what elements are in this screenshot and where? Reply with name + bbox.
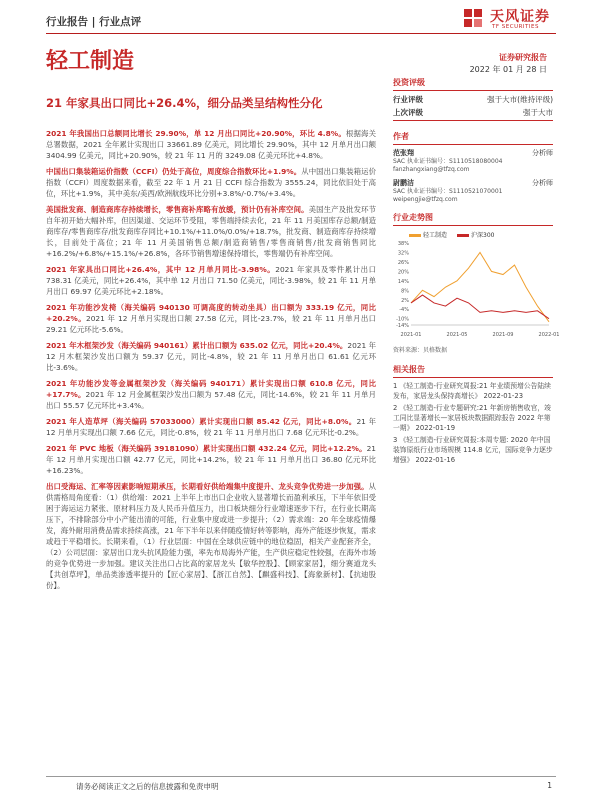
paragraph: 2021 年功能沙发椅（海关编码 940130 可调高度的转动坐具）出口额为 333.19 亿元，同比+20.2%。2021 年 12 月单月实现出口额 27.58 亿元，同比-23.7%，较 21 年 11 月单月出口 29.21 亿元环比-5.6%。 <box>46 303 376 334</box>
trend-chart <box>393 212 560 354</box>
author-card: 尉鹏洁 分析师 SAC 执业证书编号：S1110521070001 weipengjie@tfzq.com <box>393 179 553 203</box>
report-type: 证券研究报告 <box>499 53 547 62</box>
paragraph: 2021 年功能沙发等金属框架沙发（海关编码 940171）累计实现出口额 610.8 亿元，同比+17.7%。2021 年 12 月金属框架沙发出口额为 57.48 亿元，同比-14.6%，较 21 年 11 月单月出口 55.57 亿元环比+3.4%。 <box>46 379 376 410</box>
legend-item: 轻工制造 <box>409 230 447 239</box>
paragraph: 2021 年 PVC 地板（海关编码 39181090）累计实现出口额 432.24 亿元，同比+12.2%。21 年 12 月单月实现出口额 42.77 亿元，同比+14.2%，较 21 年 11 月单月出口 36.80 亿元环比+16.23%。 <box>46 444 376 475</box>
headline: 21 年家具出口同比+26.4%，细分品类呈结构性分化 <box>46 96 323 110</box>
y-tick-label: 38% <box>397 241 409 247</box>
body-text <box>46 128 376 596</box>
top-header <box>46 8 556 34</box>
y-tick-label: 32% <box>397 250 409 257</box>
paragraph: 出口受海运、汇率等因素影响短期承压，长期看好供给端集中度提升、龙头竞争优势进一步加强。从供需格局角度看：（1）供给端：2021 上半年上市出口企业收入显著增长而盈利承压，下半年依旧受困于海运运力紧张、原材料压力及人民币升值压力，出口板块细分行业增速逐步下行，在行业长期高压下，不排除部分中小产能出清的可能，行业集中度或进一步提升；（2）需求端：20 年全球疫情爆发，海外耐用消费品需求持续高涨，21 年下半年以来伴随疫情好转等影响，海外产能逐步恢复，需求或趋于平稳增长。长期来看，（1）行业层面：中国在全球供应链中的地位稳固，相关产业配套齐全，（2）公司层面：家居出口龙头抗风险能力强，率先布局海外产能，生产供应稳定性较强，在海外市场的竞争优势进一步加强。建议关注出口占比高的家居龙头【敏华控股】、【顾家家居】，细分赛道龙头【共创草坪】，单品类渗透率提升的【匠心家居】、【浙江自然】、【麒盛科技】、【海象新材】、【抗迪股份】。 <box>46 482 376 590</box>
y-tick-label: -14% <box>396 323 409 329</box>
y-tick-label: -10% <box>396 316 409 323</box>
paragraph: 2021 年人造草坪（海关编码 57033000）累计实现出口额 85.42 亿元，同比+8.0%。21 年 12 月单月实现出口额 7.66 亿元，同比-0.8%，较 21 年 11 月单月出口 7.68 亿元环比-0.2%。 <box>46 417 376 437</box>
paragraph: 2021 年木框架沙发（海关编码 940161）累计出口额为 635.02 亿元，同比+20.4%。2021 年 12 月木框架沙发出口额为 59.37 亿元，同比-4.8%，较 21 年 11 月单月出口 61.61 亿元环比-3.6%。 <box>46 341 376 372</box>
related-report-link[interactable]: 2 《轻工制造-行业专题研究:21 年新房销售收官，竣工同比显著增长—家居板块数据跟踪报告 2022 年第一期》 2022-01-19 <box>393 404 551 432</box>
paragraph: 中国出口集装箱运价指数（CCFI）仍处于高位，周度综合指数环比+1.9%。从中国出口集装箱运价指数（CCFI）周度数据来看，截至 22 年 1 月 21 日 CCFI 综合指数为 3555.24，同比依旧处于高位，环比+1.9%，其中美东/美西/欧洲航线环比分别+3.8%/-0.7%/+3.4%。 <box>46 167 376 198</box>
industry-rating: 行业评级 强于大市(维持评级) <box>393 95 553 104</box>
page-title: 轻工制造 <box>46 49 135 74</box>
related-reports <box>393 364 553 465</box>
author-email[interactable]: weipengjie@tfzq.com <box>393 196 458 203</box>
legend-item: 沪深300 <box>457 230 494 239</box>
related-report-link[interactable]: 3 《轻工制造-行业研究周报:本周专题: 2020 年中国装饰原纸行业市场规模 114.8 亿元，国际竞争力逐步增强》 2022-01-16 <box>393 436 553 464</box>
related-heading: 相关报告 <box>393 364 553 378</box>
rating-heading: 投资评级 <box>393 77 553 91</box>
logo-text: 天风证券 <box>490 9 550 25</box>
series-line-0 <box>411 252 549 321</box>
logo-subtext: TF SECURITIES <box>492 24 539 30</box>
y-tick-label: 14% <box>397 278 409 285</box>
sidebar <box>393 77 560 467</box>
report-date: 2022 年 01 月 28 日 <box>469 65 547 74</box>
x-tick-label: 2022-01 <box>538 332 560 338</box>
trend-line-chart <box>393 239 560 339</box>
x-tick-label: 2021-05 <box>446 332 468 338</box>
series-line-1 <box>411 295 549 319</box>
y-tick-label: 2% <box>401 297 409 304</box>
footer <box>46 776 556 791</box>
paragraph: 2021 年家具出口同比+26.4%，其中 12 月单月同比-3.98%。2021 年家具及零件累计出口 738.31 亿美元，同比+26.4%，其中单 12 月出口 71.50 亿美元，同比-3.98%，较 21 年 11 月单月出口 69.97 亿美元环比+2.18%。 <box>46 265 376 296</box>
previous-rating: 上次评级 强于大市 <box>393 108 553 117</box>
chart-legend <box>409 230 553 239</box>
chart-source: 资料来源：贝格数据 <box>393 347 448 354</box>
tf-logo-icon <box>462 6 488 32</box>
paragraph: 2021 年我国出口总额同比增长 29.90%，单 12 月出口同比+20.90%，环比 4.8%。根据海关总署数据，2021 全年累计实现出口 33661.89 亿美元，同比增长 29.90%，其中 12 月单月出口额 3404.99 亿美元，同比+20.90%，较 21 年 11 月的 3249.08 亿美元环比+4.8%。 <box>46 129 376 160</box>
x-tick-label: 2021-09 <box>492 332 514 338</box>
y-tick-label: 26% <box>397 259 409 266</box>
breadcrumb: 行业报告 | 行业点评 <box>46 16 142 28</box>
y-tick-label: 20% <box>397 269 409 276</box>
author-card: 范张翔 分析师 SAC 执业证书编号：S1110518080004 fanzhangxiang@tfzq.com <box>393 149 553 173</box>
trend-heading: 行业走势图 <box>393 212 553 226</box>
y-tick-label: 8% <box>401 288 409 295</box>
paragraph: 美国批发商、制造商库存持续增长，零售商补库略有放缓，预计仍有补库空间。美国生产及批发环节自年初开始大幅补库，但因渠道、交运环节受阻，零售端持续去化，21 年 11 月美国库存总额/制造商库存/零售商库存/批发商库存同比+10.1%/+11.0%/0.0%/+18.7%，批发商、制造商库存持续增长，目前处于高位；21 年 11 月美国销售总额/制造商销售/零售商销售/批发商销售同比+16.2%/+6.8%/+15.1%/+26.8%，各环节销售增速保持增长，零售端仍有补库空间。 <box>46 205 376 258</box>
related-report-link[interactable]: 1 《轻工制造-行业研究周报:21 年业绩预增公告陆续发布，家居龙头保持高增长》 2022-01-23 <box>393 382 551 400</box>
authors-heading: 作者 <box>393 131 553 145</box>
disclaimer: 请务必阅读正文之后的信息披露和免责申明 <box>76 782 219 791</box>
logo <box>462 4 556 38</box>
author-email[interactable]: fanzhangxiang@tfzq.com <box>393 166 470 173</box>
page-number: 1 <box>547 781 552 790</box>
x-tick-label: 2021-01 <box>400 332 422 338</box>
y-tick-label: -4% <box>399 307 409 314</box>
